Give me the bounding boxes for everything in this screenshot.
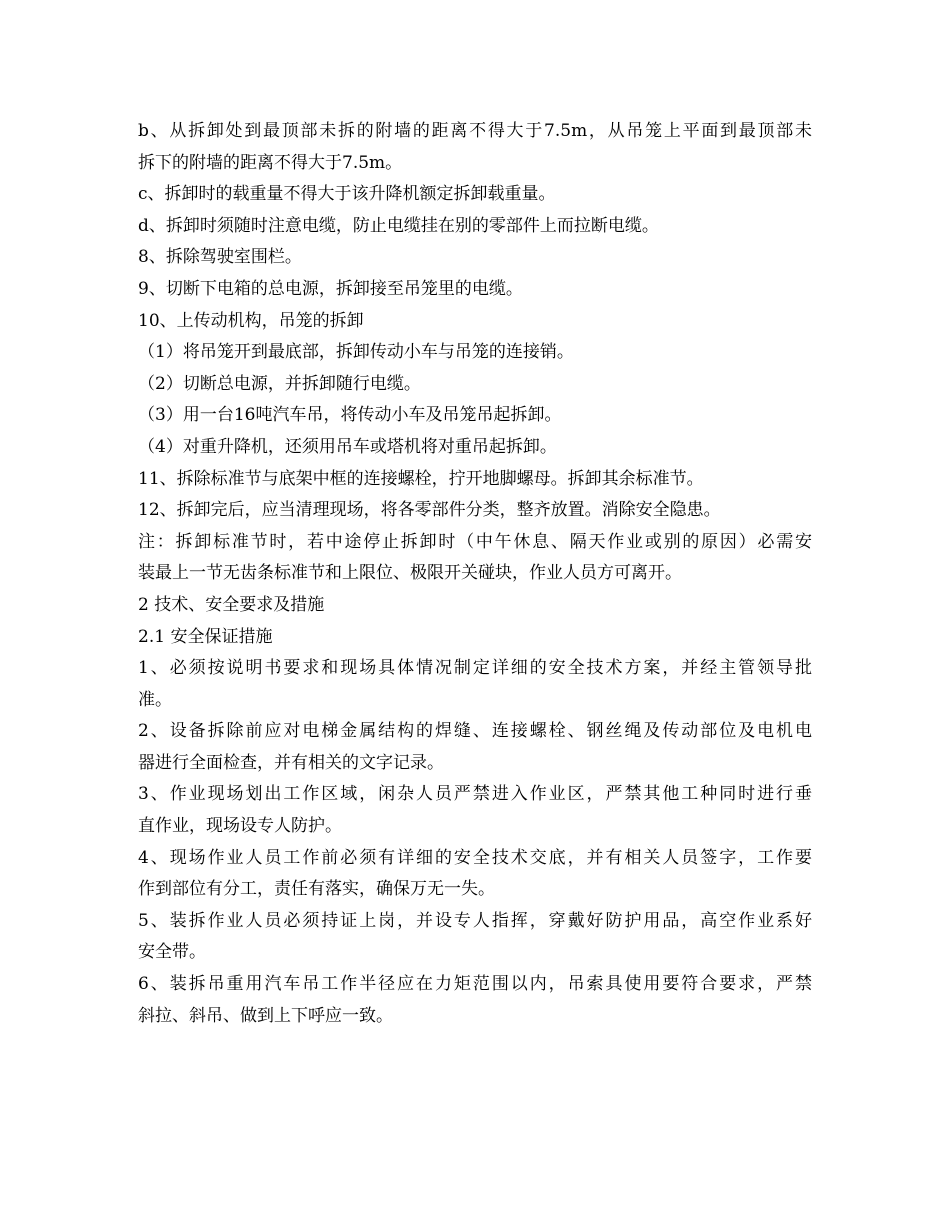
- paragraph-line: 2、设备拆除前应对电梯金属结构的焊缝、连接螺栓、钢丝绳及传动部位及电机电: [138, 721, 812, 742]
- paragraph-line: 斜拉、斜吊、做到上下呼应一致。: [138, 1005, 393, 1026]
- section-heading: 2 技术、安全要求及措施: [138, 594, 325, 615]
- paragraph-line: 注：拆卸标准节时，若中途停止拆卸时（中午休息、隔天作业或别的原因）必需安: [138, 531, 812, 552]
- paragraph-line: 5、装拆作业人员必须持证上岗，并设专人指挥，穿戴好防护用品，高空作业系好: [138, 910, 812, 931]
- paragraph-line: （1）将吊笼开到最底部，拆卸传动小车与吊笼的连接销。: [138, 342, 574, 363]
- paragraph-line: 作到部位有分工，责任有落实，确保万无一失。: [138, 879, 495, 900]
- paragraph-line: d、拆卸时须随时注意电缆，防止电缆挂在别的零部件上而拉断电缆。: [138, 215, 659, 236]
- paragraph-line: 器进行全面检查，并有相关的文字记录。: [138, 752, 444, 773]
- paragraph-line: 1、必须按说明书要求和现场具体情况制定详细的安全技术方案，并经主管领导批: [138, 658, 812, 679]
- paragraph-line: c、拆卸时的载重量不得大于该升降机额定拆卸载重量。: [138, 184, 556, 205]
- paragraph-line: 安全带。: [138, 942, 206, 963]
- paragraph-line: 6、装拆吊重用汽车吊工作半径应在力矩范围以内，吊索具使用要符合要求，严禁: [138, 974, 812, 995]
- paragraph-line: 直作业，现场设专人防护。: [138, 816, 342, 837]
- document-body: [138, 116, 818, 1032]
- paragraph-line: 8、拆除驾驶室围栏。: [138, 247, 302, 268]
- paragraph-line: 10、上传动机构，吊笼的拆卸: [138, 310, 364, 331]
- paragraph-line: b、从拆卸处到最顶部未拆的附墙的距离不得大于7.5m，从吊笼上平面到最顶部未: [138, 121, 812, 141]
- paragraph-line: 装最上一节无齿条标准节和上限位、极限开关碰块，作业人员方可离开。: [138, 563, 682, 584]
- paragraph-line: 9、切断下电箱的总电源，拆卸接至吊笼里的电缆。: [138, 278, 523, 299]
- paragraph-line: （4）对重升降机，还须用吊车或塔机将对重吊起拆卸。: [138, 436, 557, 457]
- paragraph-line: （3）用一台16吨汽车吊，将传动小车及吊笼吊起拆卸。: [138, 405, 562, 426]
- subsection-heading: 2.1 安全保证措施: [138, 626, 273, 647]
- paragraph-line: （2）切断总电源，并拆卸随行电缆。: [138, 373, 421, 394]
- paragraph-line: 11、拆除标准节与底架中框的连接螺栓，拧开地脚螺母。拆卸其余标准节。: [138, 468, 704, 489]
- paragraph-line: 12、拆卸完后，应当清理现场，将各零部件分类，整齐放置。消除安全隐患。: [138, 500, 721, 521]
- paragraph-line: 拆下的附墙的距离不得大于7.5m。: [138, 152, 403, 173]
- paragraph-line: 4、现场作业人员工作前必须有详细的安全技术交底，并有相关人员签字，工作要: [138, 847, 812, 868]
- paragraph-line: 准。: [138, 689, 172, 710]
- paragraph-line: 3、作业现场划出工作区域，闲杂人员严禁进入作业区，严禁其他工种同时进行垂: [138, 784, 812, 805]
